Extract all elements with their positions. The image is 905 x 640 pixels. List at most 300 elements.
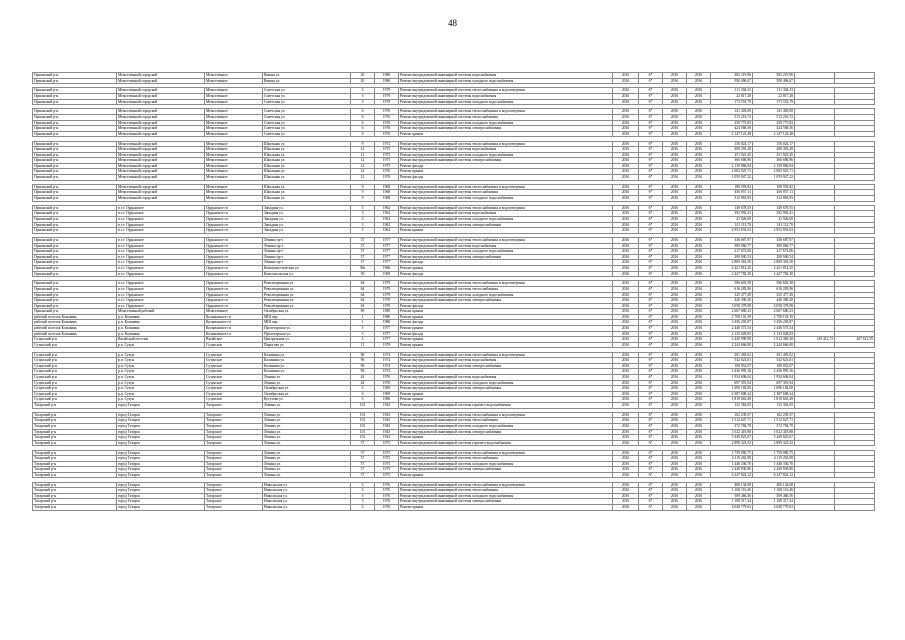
cell-cost-1: 2 421 814,25 <box>711 265 753 271</box>
cell-year-plan: 2016 <box>613 169 639 175</box>
cell-settlement: п.г.т. Ордынское <box>117 292 205 298</box>
cell-district: Татарский р-н <box>33 499 117 505</box>
cell-year-end: 2016 <box>687 505 711 511</box>
cell-street: Западная ул. <box>263 211 351 217</box>
cell-year-end: 2016 <box>687 196 711 202</box>
cell-year-start: 2016 <box>663 461 687 467</box>
cell-work-description: Ремонт внутридомовой инженерной системы теплоснабжения <box>399 488 613 494</box>
cell-street: Калинина ул. <box>263 352 351 358</box>
cell-street: Советская ул. <box>263 126 351 132</box>
cell-district: Татарский р-н <box>33 435 117 441</box>
cell-cost-2: 251 923,45 <box>753 152 795 158</box>
cell-year-start: 2016 <box>663 488 687 494</box>
cell-locality: Татарское <box>205 418 263 424</box>
cell-locality: Татарское <box>205 429 263 435</box>
cell-year-start: 2016 <box>663 184 687 190</box>
cell-cost-1: 309 066,77 <box>711 243 753 249</box>
cell-work-description: Ремонт крыши <box>399 169 613 175</box>
cell-settlement: п.г.т. Ордынское <box>117 271 205 277</box>
cell-year-plan: 2016 <box>613 260 639 266</box>
cell-year-end: 2016 <box>687 456 711 462</box>
cell-street: Ленина пр-т <box>263 260 351 266</box>
cell-cost-2: 2 002 925,71 <box>753 169 795 175</box>
cell-year-built: 1966 <box>375 265 399 271</box>
cell-year-built: 1975 <box>375 461 399 467</box>
cell-code: 6* <box>639 397 663 403</box>
cell-code: 6* <box>639 429 663 435</box>
cell-cost-1: 456 857,11 <box>711 190 753 196</box>
cell-work-description: Ремонт крыши <box>399 505 613 511</box>
cell-year-end: 2016 <box>687 303 711 309</box>
cell-year-built: 1975 <box>375 456 399 462</box>
cell-cost-1: 1 819 663,49 <box>711 397 753 403</box>
cell-cost-1: 250 775,83 <box>711 120 753 126</box>
cell-cost-1: 2 449 930,80 <box>711 467 753 473</box>
cell-locality: Межселенное <box>205 175 263 181</box>
cell-locality: Татарское <box>205 440 263 446</box>
cell-locality: Вагайское <box>205 337 263 343</box>
cell-code: 6* <box>639 237 663 243</box>
cell-district: Сузунский р-н <box>33 369 117 375</box>
cell-year-start: 2016 <box>663 158 687 164</box>
cell-year-end: 2016 <box>687 228 711 234</box>
cell-settlement: Межселенный городской <box>117 141 205 147</box>
cell-year-start: 2016 <box>663 363 687 369</box>
cell-street: Кутузова ул. <box>263 397 351 403</box>
cell-street: Советская ул. <box>263 114 351 120</box>
cell-district: Оршанский р-н <box>33 281 117 287</box>
cell-cost-3: 129 412,72 <box>795 337 835 343</box>
cell-locality: Межселенное <box>205 131 263 137</box>
cell-street: Никольская ул. <box>263 499 351 505</box>
cell-locality: Сузунское <box>205 391 263 397</box>
cell-cost-2: 149 678,55 <box>753 205 795 211</box>
cell-street: МШ пер. <box>263 314 351 320</box>
cell-locality: Татарское <box>205 461 263 467</box>
cell-year-start: 2016 <box>663 493 687 499</box>
cell-code: 6* <box>639 467 663 473</box>
cell-locality: Ордынское гп <box>205 222 263 228</box>
cell-year-end: 2016 <box>687 205 711 211</box>
cell-year-end: 2016 <box>687 472 711 478</box>
cell-year-plan: 2016 <box>613 450 639 456</box>
cell-year-plan: 2016 <box>613 488 639 494</box>
cell-settlement: р.п. Сузун <box>117 397 205 403</box>
cell-settlement: Межселенный городской <box>117 109 205 115</box>
cell-locality: Татарское <box>205 482 263 488</box>
cell-street: Ленина пр-т <box>263 237 351 243</box>
cell-year-start: 2016 <box>663 380 687 386</box>
cell-year-built: 1977 <box>375 331 399 337</box>
cell-work-description: Ремонт фасада <box>399 260 613 266</box>
cell-cost-1: 2 147 123,48 <box>711 131 753 137</box>
cell-year-end: 2016 <box>687 292 711 298</box>
cell-work-description: Ремонт внутридомовой инженерной системы электроснабжения <box>399 363 613 369</box>
cell-cost-2: 2 449 930,80 <box>753 467 795 473</box>
cell-settlement: п.г.т. Ордынское <box>117 281 205 287</box>
cell-year-start: 2016 <box>663 217 687 223</box>
cell-code: 6* <box>639 114 663 120</box>
cell-year-plan: 2016 <box>613 482 639 488</box>
cell-cost-1: 2 667 680,23 <box>711 309 753 315</box>
cell-year-start: 2016 <box>663 482 687 488</box>
cell-cost-4: 407 612,59 <box>835 337 875 343</box>
cell-district: Оршанский р-н <box>33 109 117 115</box>
cell-year-end: 2016 <box>687 402 711 408</box>
cell-work-description: Ремонт фасада <box>399 331 613 337</box>
cell-cost-2: 2 446 573,54 <box>753 326 795 332</box>
cell-year-start: 2016 <box>663 326 687 332</box>
cell-year-end: 2016 <box>687 152 711 158</box>
cell-year-start: 2016 <box>663 298 687 304</box>
cell-locality: Межселенное <box>205 190 263 196</box>
cell-year-built: 1977 <box>375 243 399 249</box>
cell-cost-1: 2 002 925,71 <box>711 169 753 175</box>
cell-house: 101 <box>351 435 375 441</box>
cell-street: Комсомольская ул. <box>263 271 351 277</box>
cell-code: 6* <box>639 352 663 358</box>
cell-year-built: 1975 <box>375 158 399 164</box>
cell-year-start: 2016 <box>663 472 687 478</box>
cell-code: 6* <box>639 303 663 309</box>
cell-year-plan: 2016 <box>613 331 639 337</box>
cell-cost-2: 162 239,37 <box>753 412 795 418</box>
cell-year-end: 2016 <box>687 380 711 386</box>
cell-settlement: Вагайский поселок <box>117 337 205 343</box>
cell-house: 57 <box>351 456 375 462</box>
cell-settlement: п.г.т. Ордынское <box>117 260 205 266</box>
cell-year-start: 2016 <box>663 450 687 456</box>
cell-cost-2: 513 216,72 <box>753 114 795 120</box>
cell-street: МШ пер. <box>263 320 351 326</box>
cell-cost-2: 1 696 182,00 <box>753 386 795 392</box>
cell-code: 6* <box>639 254 663 260</box>
cell-year-plan: 2016 <box>613 141 639 147</box>
cell-settlement: п.г.т. Ордынское <box>117 254 205 260</box>
cell-settlement: р.п. Сузун <box>117 352 205 358</box>
cell-settlement: город Татарск <box>117 467 205 473</box>
cell-house: 6 <box>351 386 375 392</box>
cell-year-start: 2016 <box>663 249 687 255</box>
cell-district: Сузунский р-н <box>33 375 117 381</box>
cell-cost-2: 372 784,70 <box>753 423 795 429</box>
cell-work-description: Ремонт крыши <box>399 314 613 320</box>
cell-street: Школьная ул. <box>263 141 351 147</box>
cell-year-built: 1976 <box>375 175 399 181</box>
cell-cost-1: 325 477,49 <box>711 292 753 298</box>
cell-cost-1: 382 219,96 <box>711 73 753 79</box>
cell-year-built: 1962 <box>375 211 399 217</box>
cell-year-plan: 2016 <box>613 314 639 320</box>
cell-year-plan: 2016 <box>613 363 639 369</box>
cell-cost-4 <box>835 505 875 511</box>
cell-locality: Ордынское гп <box>205 260 263 266</box>
cell-year-end: 2016 <box>687 363 711 369</box>
cell-street: Октябрьская ул. <box>263 386 351 392</box>
cell-settlement: Межселенный городской <box>117 169 205 175</box>
cell-cost-1: 406 134,68 <box>711 482 753 488</box>
cell-code: 6* <box>639 337 663 343</box>
cell-work-description: Ремонт внутридомовой инженерной системы теплоснабжения и водоотведения <box>399 88 613 94</box>
cell-cost-1: 2 133 028,83 <box>711 331 753 337</box>
cell-code: 6* <box>639 147 663 153</box>
cell-work-description: Ремонт внутридомовой инженерной системы холодного водоснабжения <box>399 196 613 202</box>
cell-year-built: 1986 <box>375 314 399 320</box>
cell-house: 11 <box>351 342 375 348</box>
cell-settlement: п.г.т. Ордынское <box>117 298 205 304</box>
cell-code: 6* <box>639 456 663 462</box>
cell-code: 6* <box>639 222 663 228</box>
cell-locality: Межселенное <box>205 109 263 115</box>
cell-code: 6* <box>639 211 663 217</box>
cell-year-built: 1968 <box>375 196 399 202</box>
cell-cost-1: 111 304,33 <box>711 88 753 94</box>
cell-year-plan: 2016 <box>613 298 639 304</box>
cell-locality: Татарское <box>205 402 263 408</box>
cell-house: 64 <box>351 292 375 298</box>
cell-year-end: 2016 <box>687 337 711 343</box>
cell-house: 5 <box>351 331 375 337</box>
cell-cost-1: 509 466,56 <box>711 493 753 499</box>
cell-year-built: 1943 <box>375 412 399 418</box>
cell-house: 12 <box>351 147 375 153</box>
cell-street: Школьная ул. <box>263 152 351 158</box>
cell-year-plan: 2016 <box>613 99 639 105</box>
cell-year-start: 2016 <box>663 131 687 137</box>
cell-settlement: Межселенный городской <box>117 184 205 190</box>
cell-work-description: Ремонт внутридомовой инженерной системы холодного водоснабжения <box>399 99 613 105</box>
cell-year-start: 2016 <box>663 391 687 397</box>
cell-district: Татарский р-н <box>33 423 117 429</box>
cell-cost-2: 108 052,07 <box>753 363 795 369</box>
cell-street: Советская ул. <box>263 131 351 137</box>
cell-year-start: 2016 <box>663 499 687 505</box>
cell-locality: Сузунское <box>205 375 263 381</box>
cell-settlement: р.п. Сузун <box>117 358 205 364</box>
cell-year-plan: 2016 <box>613 281 639 287</box>
cell-year-plan: 2016 <box>613 131 639 137</box>
cell-year-built: 1974 <box>375 363 399 369</box>
cell-work-description: Ремонт крыши <box>399 337 613 343</box>
cell-cost-2: 156 024,17 <box>753 141 795 147</box>
cell-cost-1: 1 022 418,80 <box>711 429 753 435</box>
cell-year-end: 2016 <box>687 78 711 84</box>
cell-cost-1: 1 512 647,71 <box>711 418 753 424</box>
cell-work-description: Ремонт внутридомовой инженерной системы теплоснабжения и водоотведения <box>399 141 613 147</box>
cell-house: 39а <box>351 265 375 271</box>
cell-year-start: 2016 <box>663 358 687 364</box>
cell-code: 6* <box>639 402 663 408</box>
cell-year-built: 1986 <box>375 73 399 79</box>
cell-street: Советская ул. <box>263 120 351 126</box>
cell-year-built: 1976 <box>375 505 399 511</box>
cell-house: 57 <box>351 472 375 478</box>
cell-cost-1: 2 446 573,54 <box>711 326 753 332</box>
cell-settlement: город Татарск <box>117 418 205 424</box>
cell-work-description: Ремонт внутридомовой инженерной системы электроснабжения <box>399 467 613 473</box>
cell-locality: Ордынское гп <box>205 254 263 260</box>
cell-house: 3 <box>351 337 375 343</box>
cell-year-built: 1979 <box>375 93 399 99</box>
cell-year-built: 1972 <box>375 141 399 147</box>
cell-house: 6 <box>351 391 375 397</box>
cell-code: 6* <box>639 472 663 478</box>
cell-house: 101 <box>351 402 375 408</box>
cell-year-start: 2016 <box>663 281 687 287</box>
cell-year-start: 2016 <box>663 423 687 429</box>
cell-cost-2: 173 553,79 <box>753 99 795 105</box>
cell-cost-2: 201 493,02 <box>753 352 795 358</box>
cell-year-start: 2016 <box>663 375 687 381</box>
cell-house: 3 <box>351 228 375 234</box>
cell-cost-2: 2 899 323,32 <box>753 440 795 446</box>
cell-work-description: Ремонт внутридомовой инженерной системы теплоснабжения <box>399 114 613 120</box>
cell-code: 6* <box>639 78 663 84</box>
cell-cost-2: 3 058 378,98 <box>753 303 795 309</box>
cell-year-start: 2016 <box>663 418 687 424</box>
cell-house: 96 <box>351 363 375 369</box>
cell-house: 101 <box>351 412 375 418</box>
cell-code: 6* <box>639 505 663 511</box>
cell-year-start: 2016 <box>663 412 687 418</box>
cell-year-plan: 2016 <box>613 222 639 228</box>
capital-repair-table-sheet <box>32 72 874 511</box>
cell-house: 12 <box>351 175 375 181</box>
cell-cost-2: 366 686,96 <box>753 158 795 164</box>
cell-cost-2: 697 391,94 <box>753 380 795 386</box>
cell-cost-2: 1 108 317,24 <box>753 499 795 505</box>
cell-work-description: Ремонт внутридомовой инженерной системы водоснабжения <box>399 358 613 364</box>
cell-code: 6* <box>639 93 663 99</box>
cell-district: Оршанский р-н <box>33 190 117 196</box>
cell-locality: Межселенное <box>205 147 263 153</box>
cell-street: Вишня ул. <box>263 78 351 84</box>
cell-district: Оршанский р-н <box>33 298 117 304</box>
cell-cost-2: 424 568,36 <box>753 126 795 132</box>
cell-street: Ленина ул. <box>263 435 351 441</box>
cell-year-built: 1976 <box>375 131 399 137</box>
cell-work-description: Ремонт крыши <box>399 435 613 441</box>
cell-year-start: 2016 <box>663 211 687 217</box>
cell-year-built: 1962 <box>375 205 399 211</box>
cell-cost-1: 372 784,70 <box>711 423 753 429</box>
cell-district: Татарский р-н <box>33 493 117 499</box>
cell-year-end: 2016 <box>687 158 711 164</box>
cell-code: 6* <box>639 175 663 181</box>
cell-house: 1 <box>351 314 375 320</box>
cell-year-end: 2016 <box>687 265 711 271</box>
cell-year-plan: 2016 <box>613 386 639 392</box>
cell-year-plan: 2016 <box>613 152 639 158</box>
cell-year-built: 1976 <box>375 482 399 488</box>
cell-locality: Межселенное <box>205 196 263 202</box>
cell-year-end: 2016 <box>687 281 711 287</box>
cell-work-description: Ремонт внутридомовой инженерной системы холодного водоснабжения <box>399 423 613 429</box>
cell-year-end: 2016 <box>687 211 711 217</box>
cell-year-built: 1979 <box>375 281 399 287</box>
cell-street: Октябрьская ул. <box>263 391 351 397</box>
cell-district: Оршанский р-н <box>33 303 117 309</box>
cell-code: 6* <box>639 249 663 255</box>
cell-locality: Колыванское гп <box>205 331 263 337</box>
cell-year-start: 2016 <box>663 147 687 153</box>
cell-street: Пролетарская ул. <box>263 331 351 337</box>
cell-district: Оршанский р-н <box>33 126 117 132</box>
cell-cost-1: 162 239,37 <box>711 412 753 418</box>
cell-year-end: 2016 <box>687 418 711 424</box>
cell-year-plan: 2016 <box>613 440 639 446</box>
cell-house: 37 <box>351 243 375 249</box>
cell-house: 6 <box>351 126 375 132</box>
cell-street: Ленина ул. <box>263 429 351 435</box>
cell-street: Никольская ул. <box>263 505 351 511</box>
cell-cost-1: 2 139 866,94 <box>711 163 753 169</box>
cell-year-end: 2016 <box>687 126 711 132</box>
cell-cost-1: 201 493,02 <box>711 352 753 358</box>
cell-year-plan: 2016 <box>613 93 639 99</box>
cell-cost-2: 2 139 866,94 <box>753 163 795 169</box>
cell-work-description: Ремонт внутридомовой инженерной системы водоснабжения <box>399 73 613 79</box>
cell-year-built: 1977 <box>375 337 399 343</box>
cell-work-description: Ремонт крыши <box>399 265 613 271</box>
cell-year-end: 2016 <box>687 488 711 494</box>
cell-cost-1: 2 869 363,50 <box>711 260 753 266</box>
cell-cost-1: 1 059 947,22 <box>711 175 753 181</box>
cell-district: Оршанский р-н <box>33 169 117 175</box>
cell-street: Школьная ул. <box>263 158 351 164</box>
cell-year-start: 2016 <box>663 254 687 260</box>
cell-settlement: город Татарск <box>117 440 205 446</box>
cell-work-description: Ремонт внутридомовой инженерной системы теплоснабжения и водоотведения <box>399 205 613 211</box>
cell-cost-2: 1 759 080,75 <box>753 450 795 456</box>
cell-house: 39 <box>351 271 375 277</box>
cell-street: Ленина ул. <box>263 456 351 462</box>
cell-settlement: п.г.т. Ордынское <box>117 265 205 271</box>
cell-year-end: 2016 <box>687 450 711 456</box>
cell-locality: Татарское <box>205 450 263 456</box>
cell-district: Оршанский р-н <box>33 292 117 298</box>
cell-cost-2: 4 119 265,98 <box>753 456 795 462</box>
table-body <box>33 73 875 511</box>
cell-locality: Ордынское гп <box>205 303 263 309</box>
cell-street: Советская ул. <box>263 99 351 105</box>
cell-street: Никольская ул. <box>263 482 351 488</box>
cell-house: 101 <box>351 423 375 429</box>
cell-cost-2: 250 775,83 <box>753 120 795 126</box>
cell-code: 6* <box>639 184 663 190</box>
cell-district: Сузунский р-н <box>33 391 117 397</box>
cell-year-start: 2016 <box>663 402 687 408</box>
cell-locality: Татарское <box>205 456 263 462</box>
cell-work-description: Ремонт внутридомовой инженерной системы холодного водоснабжения <box>399 461 613 467</box>
cell-cost-2: 456 857,11 <box>753 190 795 196</box>
cell-district: Оршанский р-н <box>33 147 117 153</box>
cell-year-start: 2016 <box>663 175 687 181</box>
cell-house: 20 <box>351 73 375 79</box>
cell-year-plan: 2016 <box>613 120 639 126</box>
cell-code: 6* <box>639 158 663 164</box>
cell-cost-1: 2 427 782,30 <box>711 271 753 277</box>
cell-house: 44 <box>351 375 375 381</box>
cell-year-start: 2016 <box>663 505 687 511</box>
cell-house: 69 <box>351 309 375 315</box>
cell-house: 6 <box>351 109 375 115</box>
cell-work-description: Ремонт внутридомовой инженерной системы электроснабжения <box>399 386 613 392</box>
cell-locality: Ордынское гп <box>205 243 263 249</box>
cell-cost-2: 141 403,08 <box>753 109 795 115</box>
cell-street: Советская ул. <box>263 88 351 94</box>
cell-year-plan: 2016 <box>613 205 639 211</box>
